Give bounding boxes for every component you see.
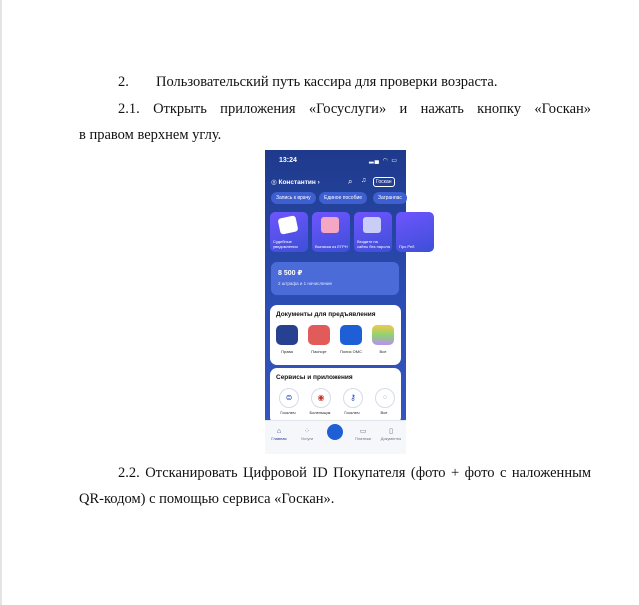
doc-label: Полис ОМС <box>339 349 363 354</box>
tile-egrn[interactable]: Выписка из ЕГРН <box>312 212 350 252</box>
tile-passwordless[interactable]: Входите на сайты без пароля <box>354 212 392 252</box>
user-name: Константин › <box>278 179 320 186</box>
step-2-text: Пользовательский путь кассира для проверки возраста. <box>156 74 498 90</box>
laptop-key-icon <box>363 217 381 233</box>
home-icon: ⌂ <box>276 428 282 435</box>
step-2-1-text: Открыть приложения «Госуслуги» и нажать кнопку «Госкан» <box>153 101 592 117</box>
passport-icon[interactable] <box>308 325 330 345</box>
services-card <box>270 368 401 424</box>
service-label: Госключ <box>344 410 360 415</box>
search-icon[interactable]: ⌕ <box>348 177 353 186</box>
status-time: 13:24 <box>279 157 297 164</box>
step-2-2-line2: QR-кодом) с помощью сервиса «Госкан». <box>79 491 335 507</box>
nav-assistant[interactable] <box>323 424 347 440</box>
gosklyuch-icon[interactable]: ⊜ <box>279 388 299 408</box>
nav-home[interactable]: ⌂ Главная <box>267 427 291 441</box>
documents-card <box>270 305 401 365</box>
bell-icon[interactable]: ♫ <box>361 177 367 184</box>
service-label: Госключ <box>280 410 296 415</box>
status-icons: ▂▄ ◠ ▭ <box>369 158 399 164</box>
balance-amount: 8 500 ₽ <box>278 270 303 277</box>
tile-partial[interactable]: Про Реб <box>396 212 434 252</box>
fan-icon[interactable]: ◉ <box>311 388 331 408</box>
nav-documents[interactable]: ▯ Документы <box>380 428 402 441</box>
bottom-navigation <box>265 420 406 454</box>
doc-label: Все <box>379 349 387 354</box>
payments-balance-card[interactable] <box>271 262 399 295</box>
step-2-2-line1: 2.2. Отсканировать Цифровой ID Покупателя (фото + фото с наложенным <box>118 465 591 481</box>
step-2-line <box>118 73 498 91</box>
nav-payments[interactable]: ▭ Платежи <box>351 427 375 441</box>
grid-icon: ⁘ <box>304 428 310 435</box>
license-icon[interactable] <box>276 325 298 345</box>
house-document-icon <box>321 217 339 233</box>
page-edge <box>0 0 2 605</box>
all-documents-icon[interactable] <box>372 325 394 345</box>
documents-title: Документы для предъявления <box>276 311 376 318</box>
step-2-1-number: 2.1. <box>118 101 140 117</box>
wallet-icon: ▭ <box>359 428 367 435</box>
gosuslugi-app-screenshot <box>265 150 415 453</box>
chip-doctor[interactable]: Запись к врачу <box>271 192 316 204</box>
oms-policy-icon[interactable] <box>340 325 362 345</box>
nav-services[interactable]: ⁘ Услуги <box>295 427 319 441</box>
step-2-number: 2. <box>118 74 129 90</box>
goskan-button[interactable]: Госкан <box>373 177 395 187</box>
step-2-1-line1 <box>118 100 591 118</box>
all-services-icon[interactable]: ⁘ <box>375 388 395 408</box>
chip-allowance[interactable]: Единое пособие <box>319 192 367 204</box>
services-title: Сервисы и приложения <box>276 374 353 381</box>
doc-label: Паспорт <box>311 349 327 354</box>
service-label: Болельщик <box>309 410 331 415</box>
tile-court-notices[interactable]: Судебные уведомления <box>270 212 308 252</box>
key-icon[interactable]: ⚷ <box>343 388 363 408</box>
user-icon: ◎ <box>271 179 277 186</box>
robot-assistant-icon <box>327 424 343 440</box>
user-profile-button[interactable] <box>271 178 320 186</box>
plane-envelope-icon <box>278 215 299 234</box>
service-label: Все <box>380 410 388 415</box>
doc-label: Права <box>281 349 293 354</box>
balance-subtitle: 2 штрафа и 1 начисление <box>278 281 333 286</box>
chip-passport[interactable]: Загранпас <box>373 192 407 204</box>
document-icon: ▯ <box>389 428 393 435</box>
step-2-1-line2: в правом верхнем углу. <box>79 127 222 143</box>
